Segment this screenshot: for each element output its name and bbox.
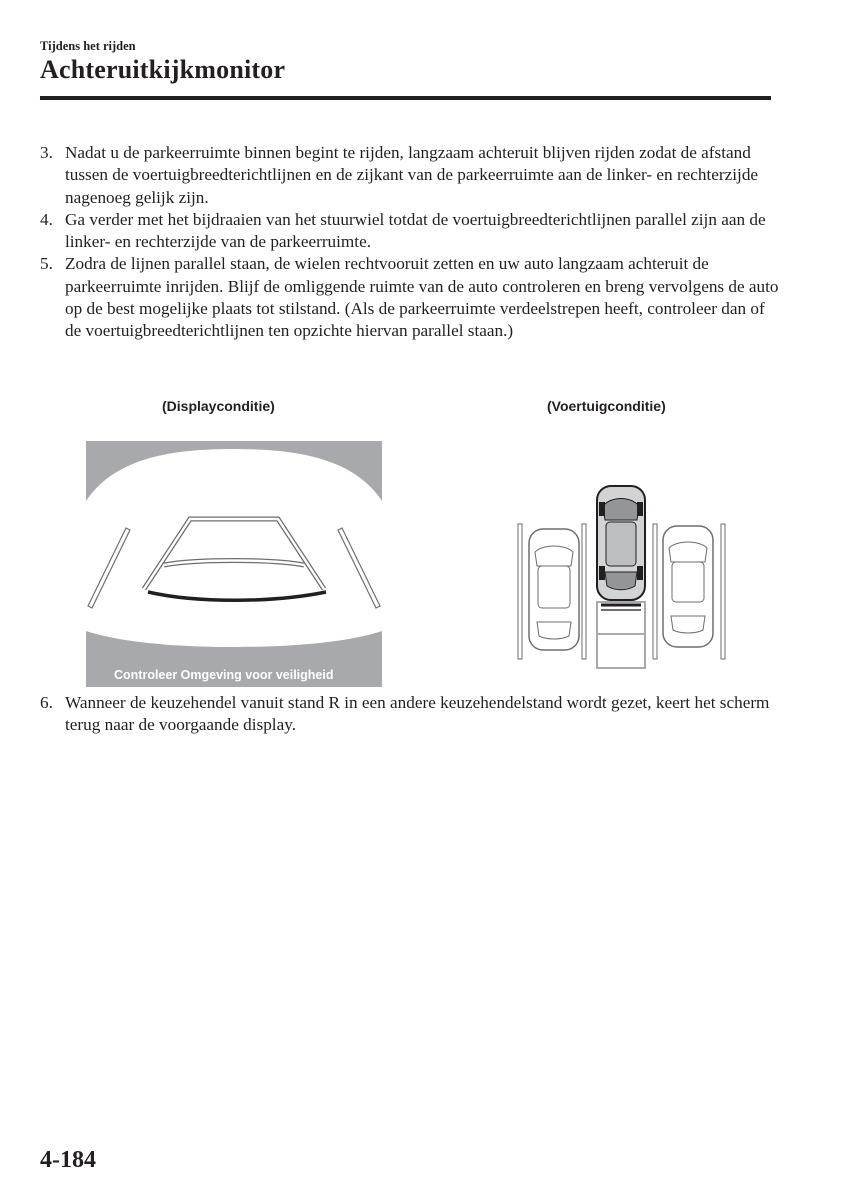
instruction-step-6 [40,692,780,737]
page-title: Achteruitkijkmonitor [40,55,286,84]
vehicle-caption: (Voertuigconditie) [547,398,666,414]
page-number: 4-184 [40,1147,96,1173]
step-item [40,692,780,737]
step-number: 5. [40,254,53,274]
reversing-car [597,486,645,600]
step-item [40,209,780,254]
step-number: 6. [40,693,53,712]
step-text: Zodra de lijnen parallel staan, de wielen rechtvooruit zetten en uw auto langzaam achteruit de parkeerruimte inrijden. Blijf de omliggende ruimte van de auto controleren en breng vervolgens de auto op de best mogelijke plaats tot stilstand. (Als de parkeerruimte verdeelstrepen heeft, controleer dan of de voertuigbreedterichtlijnen ten opzichte hiervan parallel staan.) [65,254,779,341]
warning-text: Controleer Omgeving voor veiligheid [114,668,334,682]
title-divider [40,96,771,100]
step-text: Nadat u de parkeerruimte binnen begint te rijden, langzaam achteruit blijven rijden zodat de afstand tussen de voertuigbreedterichtlijnen en de zijkant van de parkeerruimte aan de linker- en rechterzijde nagenoeg gelijk zijn. [65,143,759,207]
right-parked-car [663,526,713,647]
step-text: Wanneer de keuzehendel vanuit stand R in een andere keuzehendelstand wordt gezet, keert het scherm terug naar de voorgaande display. [65,693,770,735]
vehicle-condition-figure [513,484,729,670]
display-caption: (Displayconditie) [162,398,275,414]
step-number: 3. [40,143,53,162]
step-item [40,142,780,209]
step-item [40,253,780,342]
section-label: Tijdens het rijden [40,39,136,53]
instruction-steps [40,142,780,343]
step-number: 4. [40,209,53,229]
step-text: Ga verder met het bijdraaien van het stuurwiel totdat de voertuigbreedterichtlijnen parallel zijn aan de linker- en rechterzijde van de parkeerruimte. [65,209,766,252]
display-condition-figure [86,441,382,687]
left-parked-car [529,529,579,650]
